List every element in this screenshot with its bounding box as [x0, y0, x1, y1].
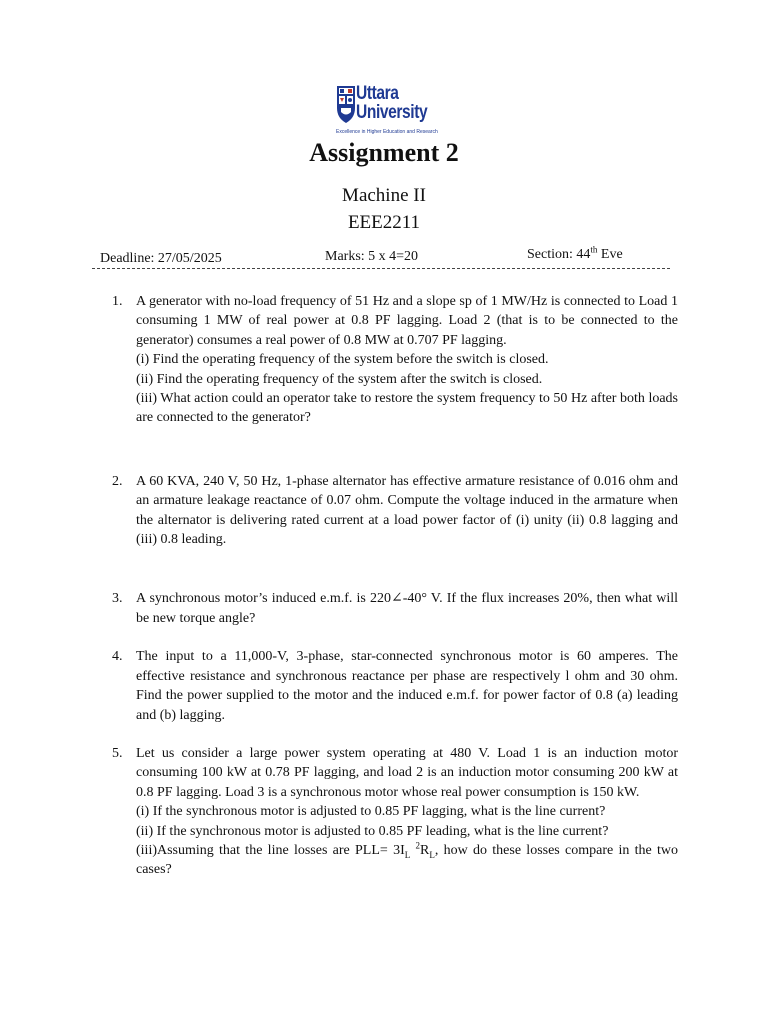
header-divider [92, 268, 670, 269]
question-number: 3. [112, 591, 123, 607]
deadline-text: Deadline: 27/05/2025 [100, 251, 222, 266]
logo-wordmark [356, 84, 427, 122]
question-list [108, 292, 678, 880]
question-number: 4. [112, 649, 123, 665]
question-part: (ii) Find the operating frequency of the system after the switch is closed. [136, 371, 543, 387]
university-logo [336, 84, 448, 138]
question-text: The input to a 11,000-V, 3-phase, star-connected synchronous motor is 60 amperes. The effective resistance and synchronous reactance per phase are respectively l ohm and 30 ohm. Find the power supplied to the motor and the induced e.m.f. for power factor of 0.8 (a) leading and (b) lagging. [136, 649, 678, 723]
question-text: A generator with no-load frequency of 51 Hz and a slope sp of 1 MW/Hz is connected to Load 1 consuming 1 MW of real power at 0.8 PF lagging. Load 2 (that is to be connected to the generator) consumes a real power of 0.8 MW at 0.707 PF lagging. [136, 294, 678, 348]
formula-subscript: L [429, 849, 435, 860]
section-superscript: th [590, 244, 598, 255]
question-item [108, 292, 678, 428]
formula-text-before: (iii)Assuming that the line losses are PLL= 3I [136, 842, 405, 858]
question-item [108, 744, 678, 880]
formula-superscript: 2 [415, 840, 421, 851]
logo-tagline: Excellence in Higher Education and Research [336, 129, 438, 135]
logo-line-1: Uttara [356, 83, 399, 104]
question-number: 1. [112, 294, 123, 309]
question-item [108, 589, 678, 628]
crest-icon [336, 84, 356, 124]
question-item [108, 647, 678, 725]
question-item [108, 472, 678, 550]
document-title: Assignment 2 [309, 138, 459, 167]
question-number: 5. [112, 745, 123, 761]
section-prefix: Section: 44 [527, 247, 591, 262]
course-code: EEE2211 [347, 212, 421, 233]
formula-text-mid: R [420, 842, 430, 858]
question-text: A synchronous motor’s induced e.m.f. is 220∠-40° V. If the flux increases 20%, then what will be new torque angle? [136, 591, 678, 626]
course-name: Machine II [342, 185, 426, 206]
question-text: A 60 KVA, 240 V, 50 Hz, 1-phase alternator has effective armature resistance of 0.016 ohm and an armature leakage reactance of 0.07 ohm. Compute the voltage induced in the armature when the alternator is delivering rated current at a load power factor of (i) unity (ii) 0.8 lagging and (iii) 0.8 leading. [136, 473, 678, 548]
question-part: (iii) What action could an operator take to restore the system frequency to 50 Hz after both loads are connected to the generator? [136, 391, 678, 426]
section-suffix: Eve [597, 247, 623, 262]
formula-text-after: , how do these losses compare in the two cases? [136, 842, 679, 878]
question-part: (i) If the synchronous motor is adjusted to 0.85 PF lagging, what is the line current? [136, 804, 606, 820]
formula-subscript: L [404, 849, 411, 860]
question-number: 2. [112, 473, 123, 489]
question-part [136, 841, 678, 880]
logo-line-2: University [356, 102, 428, 123]
section-text [527, 244, 623, 263]
question-text: Let us consider a large power system operating at 480 V. Load 1 is an induction motor consuming 100 kW at 0.78 PF lagging, and load 2 is an induction motor consuming 200 kW at 0.8 PF lagging. Load 3 is a synchronous motor whose real power consumption is 150 kW. [136, 745, 678, 800]
question-part: (ii) If the synchronous motor is adjusted to 0.85 PF leading, what is the line current? [136, 823, 609, 839]
marks-text: Marks: 5 x 4=20 [325, 249, 419, 264]
question-part: (i) Find the operating frequency of the system before the switch is closed. [136, 352, 549, 368]
